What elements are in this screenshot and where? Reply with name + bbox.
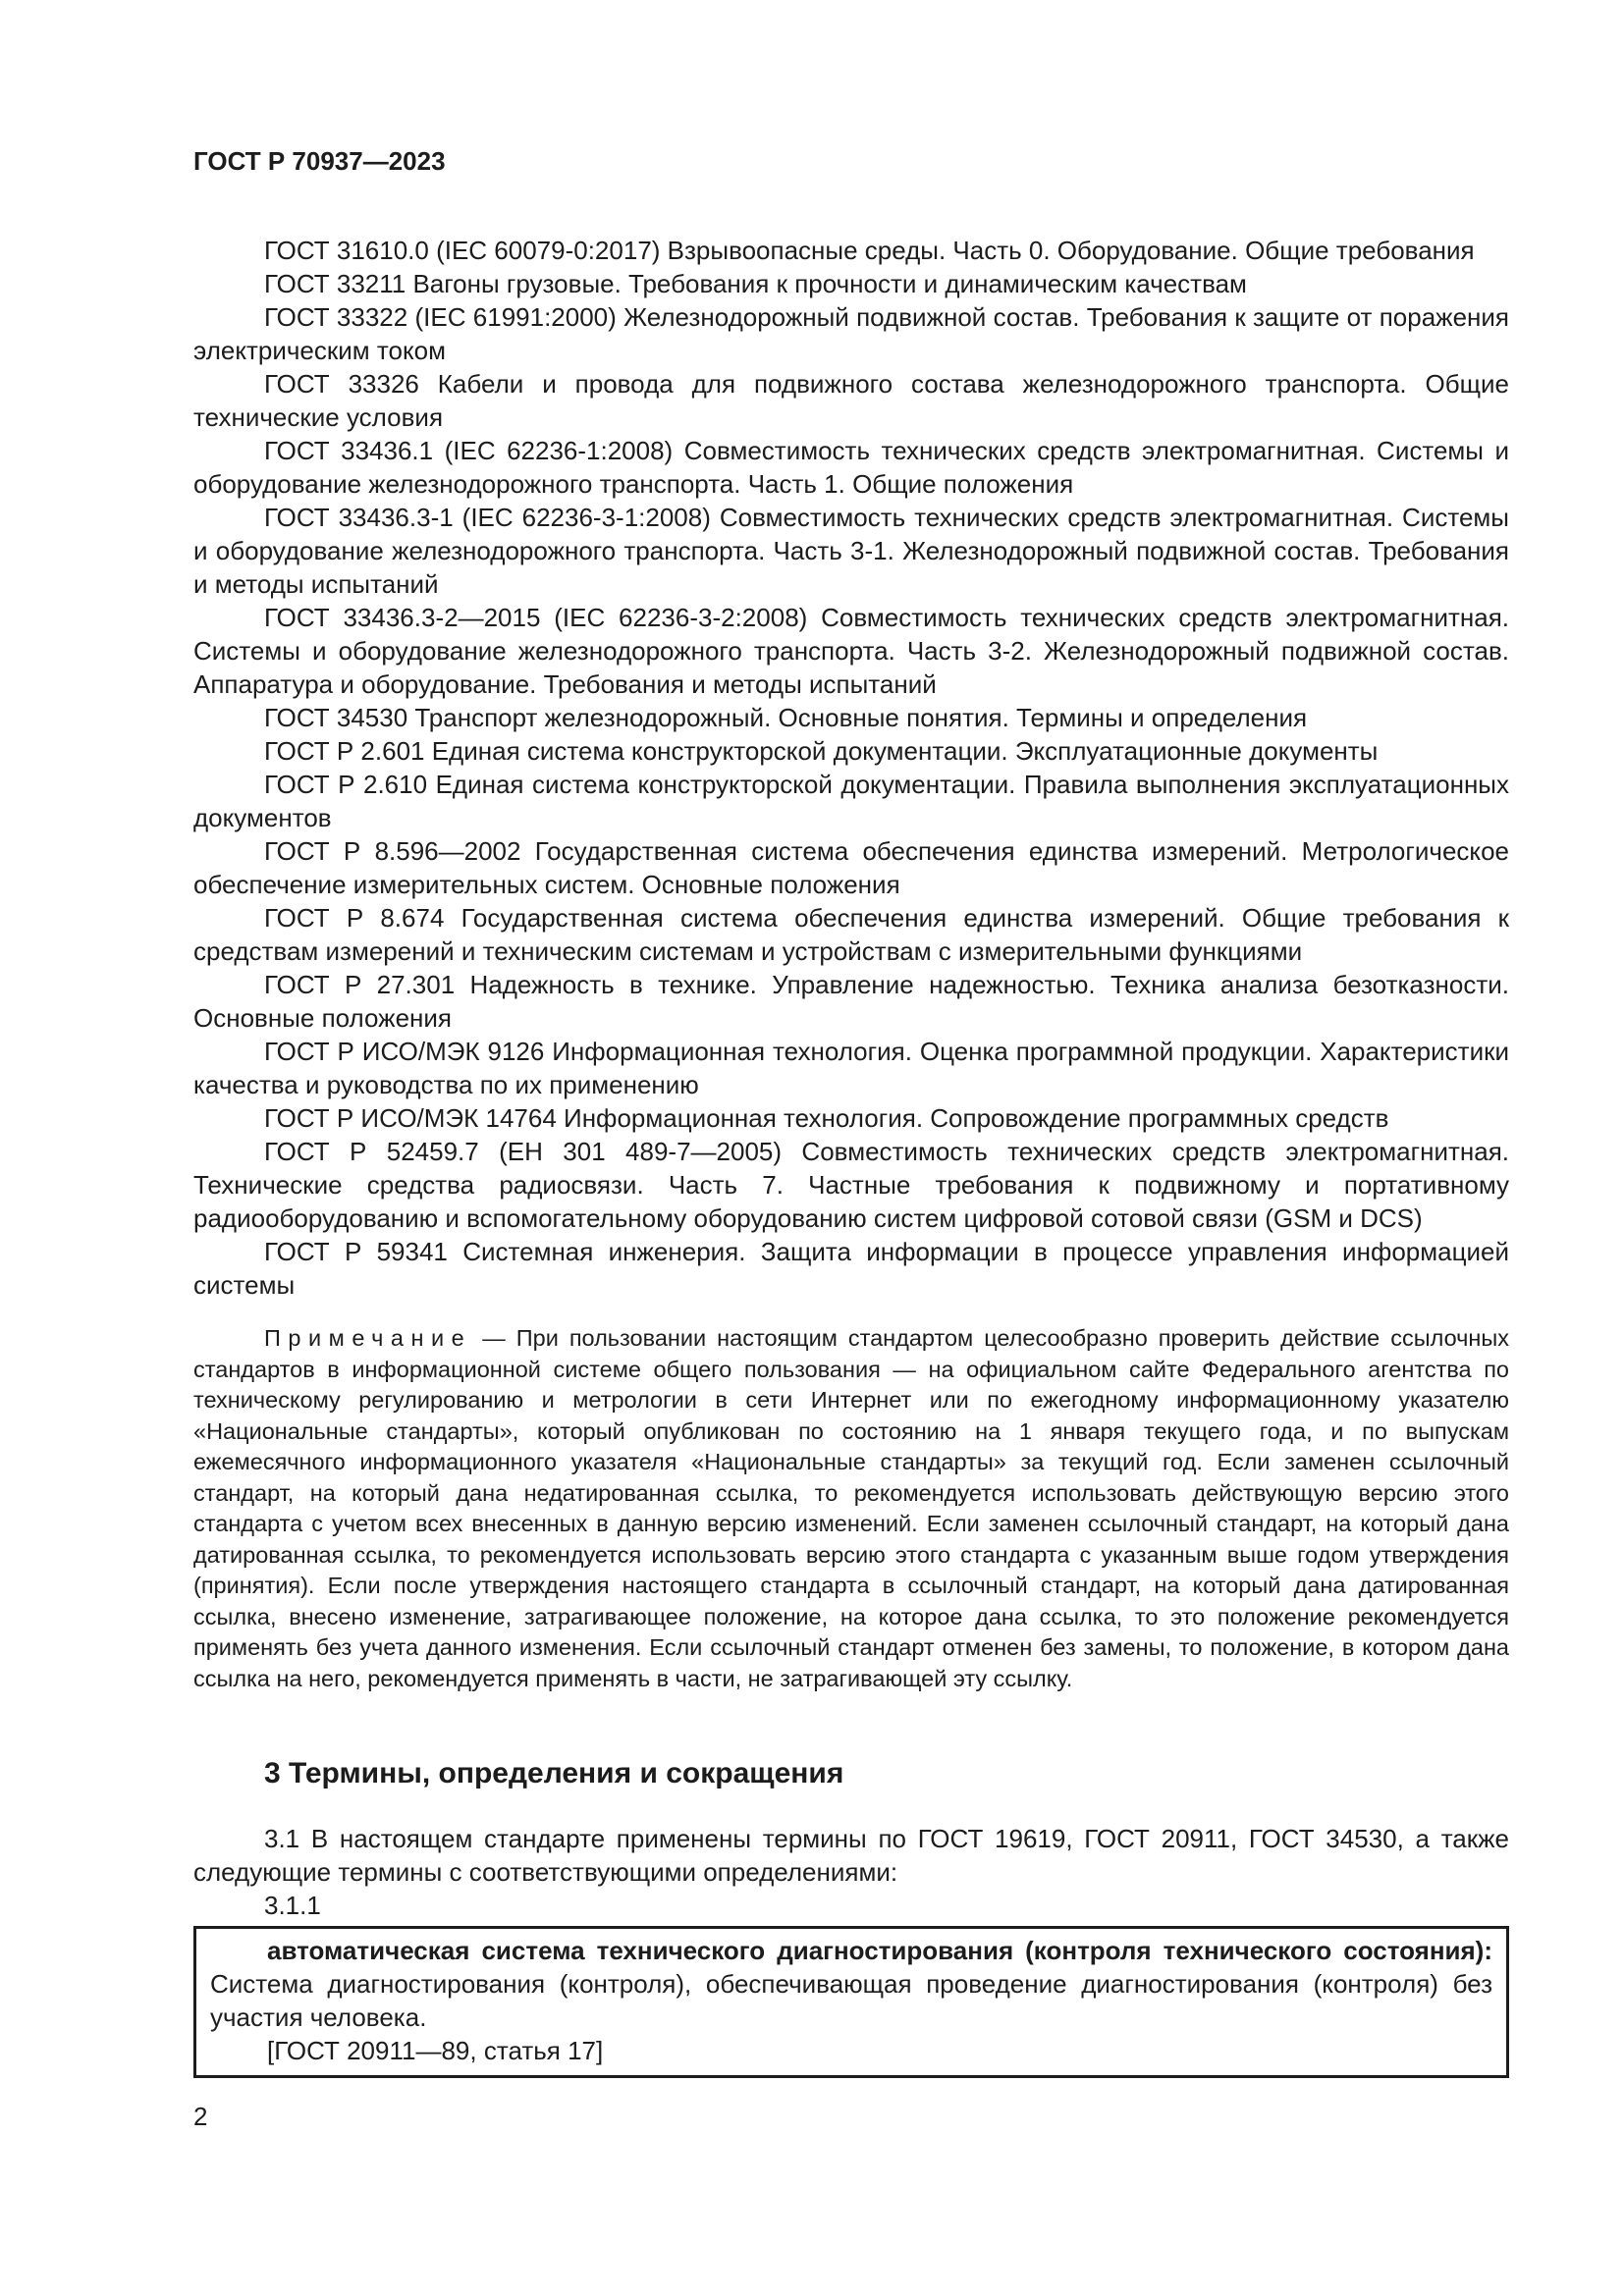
reference-item: ГОСТ Р 27.301 Надежность в технике. Управление надежностью. Техника анализа безотказности. Основные положения [193, 970, 1509, 1033]
reference-item: ГОСТ 33436.3-2—2015 (IEC 62236-3-2:2008) Совместимость технических средств электромагнитная. Системы и оборудование железнодорожного транспорта. Часть 3-2. Железнодорожный подвижной состав. Аппаратура и оборудование. Требования и методы испытаний [193, 603, 1509, 699]
reference-item: ГОСТ 33436.3-1 (IEC 62236-3-1:2008) Совместимость технических средств электромагнитная. Системы и оборудование железнодорожного транспорта. Часть 3-1. Железнодорожный подвижной состав. Требования и методы испытаний [193, 503, 1509, 599]
note-dash: — [471, 1325, 516, 1351]
note-paragraph [193, 1323, 1509, 1694]
note-text: При пользовании настоящим стандартом целесообразно проверить действие ссылочных стандартов в информационной системе общего пользования — на официальном сайте Федерального агентства по техническому регулированию и метрологии в сети Интернет или по ежегодному информационному указателю «Национальные стандарты», который опубликован по состоянию на 1 января текущего года, и по выпускам ежемесячного информационного указателя «Национальные стандарты» за текущий год. Если заменен ссылочный стандарт, на который дана недатированная ссылка, то рекомендуется использовать действующую версию этого стандарта с учетом всех внесенных в данную версию изменений. Если заменен ссылочный стандарт, на который дана датированная ссылка, то рекомендуется использовать версию этого стандарта с указанным выше годом утверждения (принятия). Если после утверждения настоящего стандарта в ссылочный стандарт, на который дана датированная ссылка, внесено изменение, затрагивающее положение, на которое дана ссылка, то это положение рекомендуется применять без учета данного изменения. Если ссылочный стандарт отменен без замены, то положение, в котором дана ссылка на него, рекомендуется применять в части, не затрагивающей эту ссылку. [193, 1325, 1510, 1691]
section-heading: 3 Термины, определения и сокращения [264, 1757, 844, 1789]
definition-term: автоматическая система технического диагностирования (контроля технического состояния): [267, 1936, 1492, 1965]
references-list [193, 234, 1509, 1302]
reference-item: ГОСТ 33211 Вагоны грузовые. Требования к прочности и динамическим качествам [264, 269, 1247, 298]
definition-box [193, 1926, 1509, 2078]
clause-3-1-paragraph: 3.1 В настоящем стандарте применены термины по ГОСТ 19619, ГОСТ 20911, ГОСТ 34530, а также следующие термины с соответствующими определениями: [193, 1824, 1509, 1887]
reference-item: ГОСТ Р ИСО/МЭК 14764 Информационная технология. Сопровождение программных средств [264, 1103, 1389, 1133]
reference-item: ГОСТ Р 8.596—2002 Государственная система обеспечения единства измерений. Метрологическое обеспечение измерительных систем. Основные положения [193, 836, 1509, 899]
reference-item: ГОСТ 33322 (IEC 61991:2000) Железнодорожный подвижной состав. Требования к защите от поражения электрическим током [193, 302, 1509, 365]
reference-item: ГОСТ Р ИСО/МЭК 9126 Информационная технология. Оценка программной продукции. Характеристики качества и руководства по их применению [193, 1037, 1509, 1099]
reference-item: ГОСТ 33436.1 (IEC 62236-1:2008) Совместимость технических средств электромагнитная. Системы и оборудование железнодорожного транспорта. Часть 1. Общие положения [193, 436, 1509, 499]
reference-item: ГОСТ 33326 Кабели и провода для подвижного состава железнодорожного транспорта. Общие технические условия [193, 369, 1509, 432]
reference-item: ГОСТ 31610.0 (IEC 60079-0:2017) Взрывоопасные среды. Часть 0. Оборудование. Общие требования [264, 236, 1475, 265]
definition-body: Система диагностирования (контроля), обеспечивающая проведение диагностирования (контроля) без участия человека. [210, 1969, 1492, 2032]
reference-item: ГОСТ Р 2.610 Единая система конструкторской документации. Правила выполнения эксплуатационных документов [193, 770, 1509, 832]
note-label: Примечание [264, 1325, 472, 1351]
reference-item: ГОСТ Р 2.601 Единая система конструкторской документации. Эксплуатационные документы [264, 736, 1379, 766]
reference-item: ГОСТ Р 52459.7 (ЕН 301 489-7—2005) Совместимость технических средств электромагнитная. Технические средства радиосвязи. Часть 7. Частные требования к подвижному и портативному радиооборудованию и вспомогательному оборудованию систем цифровой сотовой связи (GSM и DCS) [193, 1137, 1509, 1233]
reference-item: ГОСТ Р 8.674 Государственная система обеспечения единства измерений. Общие требования к средствам измерений и техническим системам и устройствам с измерительными функциями [193, 903, 1509, 966]
page-number: 2 [193, 2102, 208, 2131]
clause-3-1-1-number: 3.1.1 [264, 1891, 321, 1920]
reference-item: ГОСТ 34530 Транспорт железнодорожный. Основные понятия. Термины и определения [264, 703, 1308, 732]
definition-text [210, 1934, 1492, 2034]
definition-source: [ГОСТ 20911—89, статья 17] [267, 2036, 604, 2065]
reference-item: ГОСТ Р 59341 Системная инженерия. Защита информации в процессе управления информацией системы [193, 1237, 1509, 1300]
document-header: ГОСТ Р 70937—2023 [193, 146, 446, 176]
